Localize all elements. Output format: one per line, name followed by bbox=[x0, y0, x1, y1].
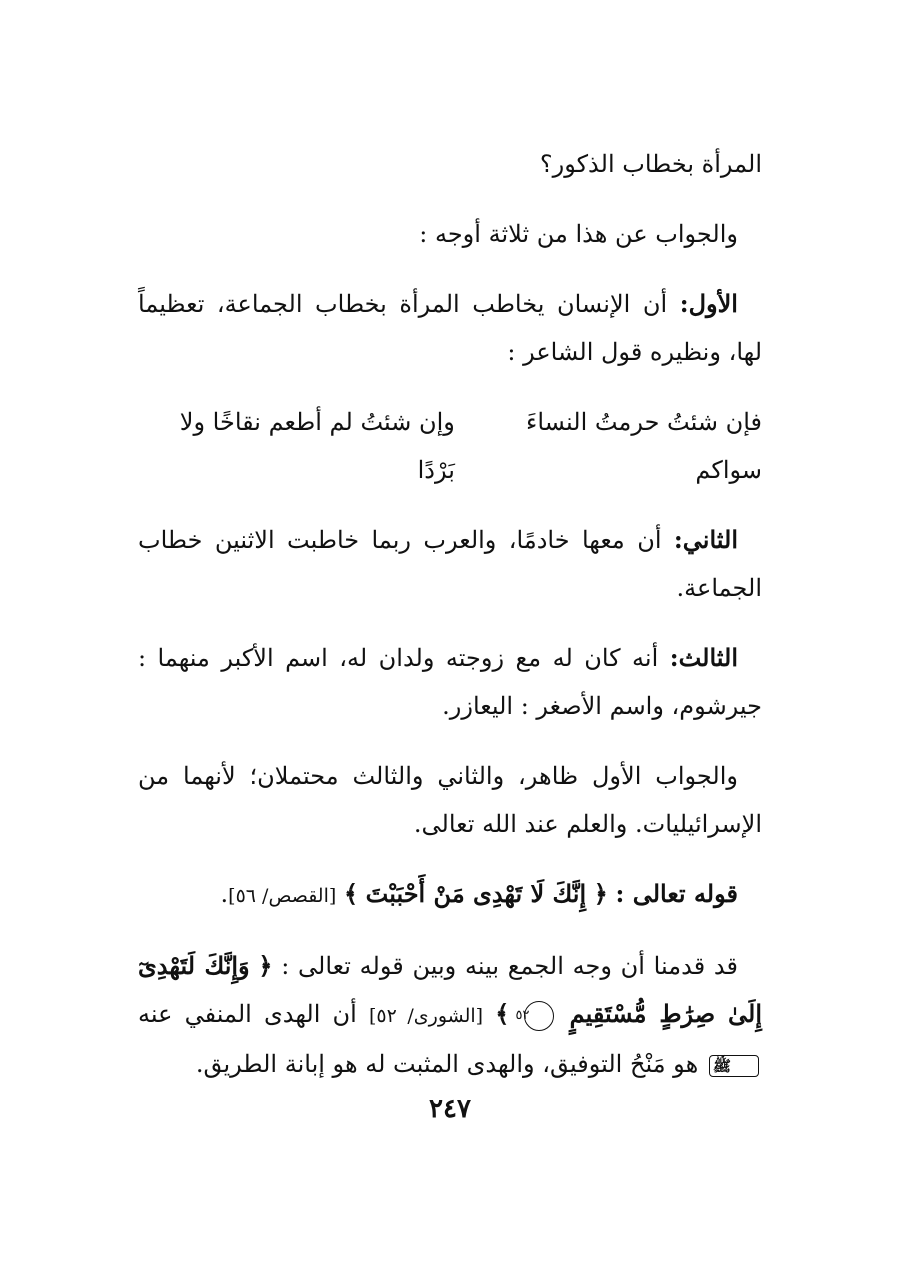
paragraph-lead: قوله تعالى : bbox=[615, 879, 738, 908]
ayah-number-marker: ٥٢ bbox=[524, 1001, 554, 1031]
poetry-verse bbox=[138, 398, 762, 494]
paragraph-first-aspect bbox=[138, 280, 762, 376]
paragraph-answer-intro bbox=[138, 210, 762, 258]
paragraph-lead: الثالث: bbox=[669, 643, 738, 672]
paragraph-conclusion bbox=[138, 752, 762, 848]
paragraph-text: هو مَنْحُ التوفيق، والهدى المثبت له هو إبانة الطريق. bbox=[195, 1050, 699, 1078]
paragraph-lead: الأول: bbox=[679, 289, 738, 318]
paragraph-text: المرأة بخطاب الذكور؟ bbox=[539, 150, 762, 178]
paragraph-text: والجواب الأول ظاهر، والثاني والثالث محتملان؛ لأنهما من الإسرائيليات. والعلم عند الله تعالى. bbox=[138, 762, 762, 838]
paragraph-continuation bbox=[138, 140, 762, 188]
page-body bbox=[138, 140, 762, 1110]
quran-verse-text: وَإِنَّكَ لَتَهْدِىٓ إِلَىٰ صِرَٰطٍ مُّسْتَقِيمٍ bbox=[138, 951, 763, 1028]
paragraph-text: أن الإنسان يخاطب المرأة بخطاب الجماعة، تعظيماً لها، ونظيره قول الشاعر : bbox=[138, 290, 762, 366]
paragraph-text: أن معها خادمًا، والعرب ربما خاطبت الاثنين خطاب الجماعة. bbox=[138, 526, 762, 602]
sentence-end: . bbox=[220, 880, 229, 908]
paragraph-third-aspect bbox=[138, 634, 762, 730]
verse-first-hemistich: فإن شئتُ حرمتُ النساءَ سواكم bbox=[526, 408, 762, 484]
paragraph-second-aspect bbox=[138, 516, 762, 612]
page-number: ٢٤٧ bbox=[429, 1094, 471, 1124]
quran-close-bracket: ﴾ bbox=[495, 999, 510, 1028]
paragraph-text: والجواب عن هذا من ثلاثة أوجه : bbox=[419, 220, 738, 248]
quran-verse-text: إِنَّكَ لَا تَهْدِى مَنْ أَحْبَبْتَ bbox=[365, 879, 587, 908]
verse-second-hemistich: وإن شئتُ لم أطعم نقاخًا ولا بَرْدًا bbox=[179, 408, 455, 484]
quran-reference: [الشورى/ ٥٢] bbox=[368, 1005, 484, 1027]
paragraph-lead: الثاني: bbox=[673, 525, 738, 554]
paragraph-reconciliation bbox=[138, 942, 762, 1088]
paragraph-text: أن الهدى المنفي عنه bbox=[138, 1000, 357, 1028]
paragraph-text: قد قدمنا أن وجه الجمع بينه وبين قوله تعالى : bbox=[281, 952, 738, 980]
quran-open-bracket: ﴿ bbox=[258, 951, 273, 980]
quran-close-bracket: ﴾ bbox=[343, 879, 358, 908]
paragraph-quran-heading bbox=[138, 870, 762, 920]
paragraph-text: أنه كان له مع زوجته ولدان له، اسم الأكبر منهما : جيرشوم، واسم الأصغر : اليعازر. bbox=[138, 644, 762, 720]
salutation-ligature: ﷺ bbox=[709, 1055, 759, 1077]
quran-open-bracket: ﴿ bbox=[593, 879, 608, 908]
quran-reference: [القصص/ ٥٦] bbox=[228, 885, 337, 907]
